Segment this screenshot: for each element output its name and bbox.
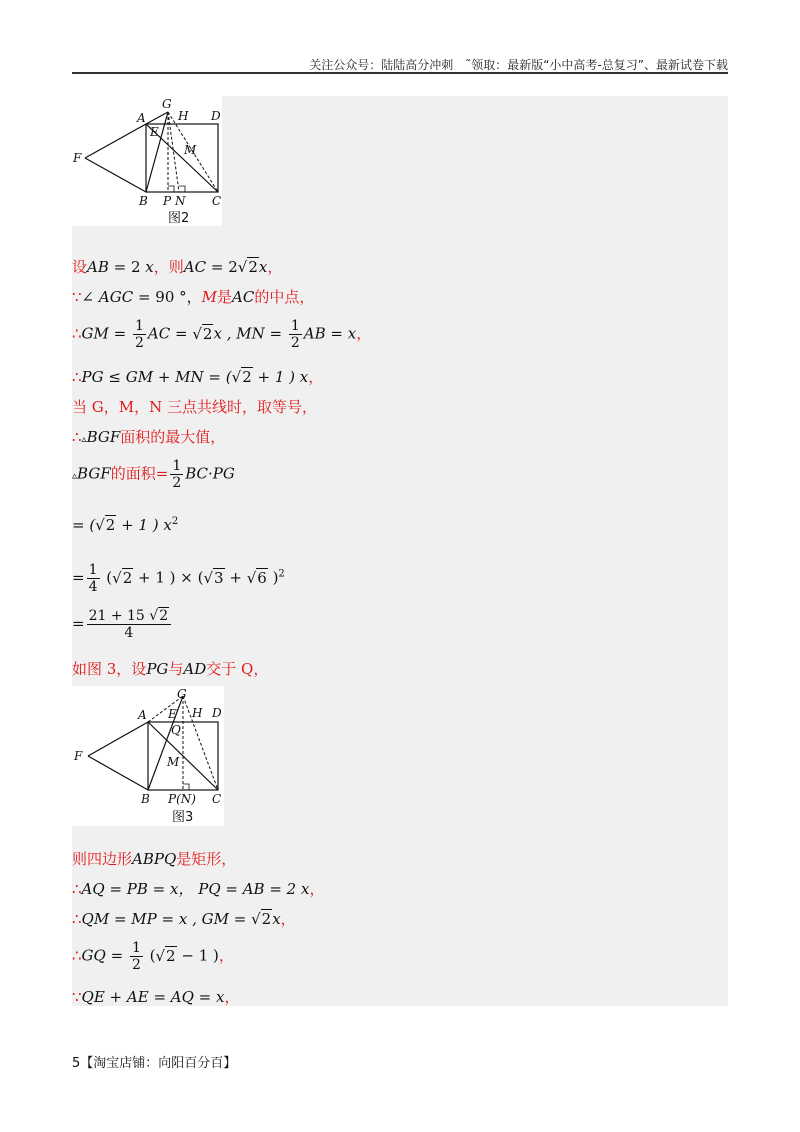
l14-end: ，	[280, 910, 296, 928]
figure-3	[72, 686, 224, 826]
fig3-label-b: B	[141, 792, 150, 806]
l8-expr: = (	[72, 516, 96, 534]
l2-because: ∵	[72, 288, 82, 306]
l14-sqrt: √2	[251, 910, 272, 928]
l15-rad: 2	[166, 946, 176, 965]
l9-sqrt1: √2	[112, 568, 133, 587]
l1-end: ，	[267, 258, 283, 276]
line-8	[72, 516, 178, 534]
l1-eq1: = 2	[108, 258, 146, 276]
l1-eq2: = 2	[206, 258, 238, 276]
line-6	[72, 426, 225, 447]
fig3-label-h: H	[192, 706, 203, 720]
l3-rad: 2	[202, 324, 213, 343]
line-4	[72, 366, 323, 387]
line-12	[72, 848, 236, 869]
l3-den2: 2	[290, 335, 300, 351]
figure-2-diagram	[72, 96, 222, 226]
fig3-label-a: A	[138, 708, 147, 722]
line-14	[72, 908, 296, 929]
page-footer: 5【淘宝店铺：向阳百分百】	[72, 1056, 237, 1071]
fig2-label-b: B	[139, 194, 148, 208]
l1-rad: 2	[248, 258, 258, 276]
l8-rad: 2	[105, 516, 116, 534]
line-2	[72, 286, 314, 307]
l11-ad: AD	[183, 660, 207, 678]
l15-gq: GQ	[81, 946, 106, 965]
l7-den: 2	[172, 475, 182, 491]
l15-therefore: ∴	[72, 946, 82, 965]
l1-ac: AC	[183, 258, 207, 276]
l11-tail: 交于 Q，	[206, 660, 269, 678]
l4-rad: 2	[242, 368, 252, 386]
l1-x2: x	[258, 258, 268, 276]
l2-m: M	[201, 288, 218, 306]
line-7	[72, 458, 235, 491]
fig2-label-a: A	[137, 111, 146, 125]
content-area	[72, 96, 728, 1006]
l9-b: + 1 ) × (	[133, 568, 204, 587]
l1-mid: ，则	[153, 258, 184, 276]
l7-expr: BC·PG	[185, 464, 235, 483]
fig2-label-p: P	[163, 194, 172, 208]
l4-therefore: ∴	[72, 368, 82, 386]
l15-frac	[130, 940, 143, 973]
l2-val: = 90 °，	[133, 288, 202, 306]
l3-den: 2	[135, 335, 144, 351]
figure-2	[72, 96, 222, 226]
fig2-caption: 图2	[168, 211, 190, 226]
l2-mid: 的中点，	[254, 288, 315, 306]
l12-tail: 是矩形，	[176, 850, 237, 868]
fig3-label-c: C	[212, 792, 222, 806]
l8-sup: 2	[171, 516, 179, 527]
line-11	[72, 658, 268, 679]
l9-eq: =	[72, 568, 85, 587]
l10-sqrt: √2	[149, 608, 169, 624]
fig3-label-m: M	[167, 755, 180, 769]
l3-eq: =	[108, 324, 131, 343]
l8-tail: + 1 ) x	[116, 516, 172, 534]
l4-sqrt: √2	[231, 368, 252, 386]
figure-3-diagram	[72, 686, 224, 826]
l2-is: 是	[217, 288, 233, 306]
l3-sqrt: √2	[192, 324, 213, 343]
l10-frac	[87, 608, 172, 641]
l7-tri: ▵	[72, 470, 78, 482]
l15-eq: =	[105, 946, 128, 965]
l13-expr: AQ = PB = x， PQ = AB = 2 x	[81, 880, 310, 898]
l9-rad3: 6	[257, 568, 267, 587]
l11-mid: 与	[168, 660, 184, 678]
l8-sqrt: √2	[95, 516, 116, 534]
l10-num-a: 21 + 15	[88, 608, 150, 624]
l9-rad2: 3	[214, 568, 224, 587]
fig3-label-g: G	[177, 687, 187, 701]
l1-x: x	[145, 258, 154, 276]
l7-mid: 的面积=	[110, 464, 169, 483]
l6-tri: ▵	[81, 434, 87, 445]
l3-ab: AB	[303, 324, 326, 343]
fig2-label-m: M	[184, 143, 197, 157]
l13-end: ，	[309, 880, 325, 898]
l4-end: ，	[308, 368, 324, 386]
l3-ac: AC	[147, 324, 171, 343]
l3-gm: GM	[81, 324, 109, 343]
l12-abpq: ABPQ	[132, 850, 177, 868]
fig3-label-e: E	[168, 707, 177, 721]
l3-x: x	[213, 324, 222, 343]
l4-tail: + 1 ) x	[252, 368, 309, 386]
l2-ac: AC	[232, 288, 255, 306]
l9-den: 4	[88, 579, 98, 595]
line-1	[72, 256, 282, 277]
line-10	[72, 608, 173, 641]
l3-eq4: = x	[325, 324, 357, 343]
l3-num: 1	[135, 318, 144, 334]
l1-sqrt: √2	[237, 258, 258, 276]
l9-frac	[87, 562, 100, 595]
l3-frac	[133, 318, 146, 351]
line-9	[72, 562, 285, 595]
page-header: 关注公众号：陆陆高分冲刺 ˜领取：最新版“小中高考-总复习”、最新试卷下载	[309, 58, 728, 72]
l3-frac2	[289, 318, 302, 351]
fig3-label-d: D	[212, 706, 222, 720]
header-rule	[72, 72, 728, 74]
l9-c: +	[224, 568, 247, 587]
l12-prefix: 则四边形	[72, 850, 133, 868]
l10-num-rad: 2	[159, 608, 169, 624]
l9-sqrt3: √6	[246, 568, 267, 587]
l14-therefore: ∴	[72, 910, 82, 928]
fig3-label-q: Q	[171, 723, 181, 737]
l1-prefix: 设	[72, 258, 88, 276]
l10-den: 4	[124, 625, 134, 641]
l14-expr: QM = MP = x , GM =	[81, 910, 252, 928]
line-16	[72, 986, 240, 1007]
l15-end: ，	[218, 946, 234, 965]
l9-sqrt2: √3	[203, 568, 224, 587]
l3-num2: 1	[290, 318, 300, 334]
l14-x: x	[272, 910, 281, 928]
l9-d: )	[267, 568, 279, 587]
line-15	[72, 940, 234, 973]
l6-bgf: BGF	[86, 428, 121, 446]
l15-a: (	[144, 946, 156, 965]
l7-num: 1	[172, 458, 182, 474]
line-3	[72, 318, 371, 351]
l11-prefix: 如图 3，设	[72, 660, 147, 678]
fig3-label-pn: P(N)	[168, 792, 196, 806]
l6-rest: 面积的最大值，	[120, 428, 226, 446]
l11-pg: PG	[146, 660, 169, 678]
line-13	[72, 878, 324, 899]
l15-b: − 1 )	[176, 946, 219, 965]
l2-angle: ∠	[81, 288, 99, 306]
fig2-label-n: N	[175, 194, 186, 208]
l7-frac	[170, 458, 183, 491]
l9-a: (	[101, 568, 113, 587]
l13-therefore: ∴	[72, 880, 82, 898]
fig2-label-e: E	[150, 125, 159, 139]
l10-eq: =	[72, 614, 85, 633]
fig2-label-h: H	[178, 109, 189, 123]
l14-rad: 2	[261, 910, 272, 928]
l15-num: 1	[131, 940, 141, 956]
l3-therefore: ∴	[72, 324, 82, 343]
l3-mn: , MN	[221, 324, 265, 343]
l16-end: ，	[224, 988, 240, 1006]
l2-agc: AGC	[98, 288, 134, 306]
l9-sup: 2	[278, 568, 285, 580]
l10-num	[87, 608, 172, 625]
line-5: 当 G，M，N 三点共线时，取等号，	[72, 398, 318, 416]
l1-ab: AB	[87, 258, 109, 276]
l9-num: 1	[88, 562, 98, 578]
l6-therefore: ∴	[72, 428, 82, 446]
l7-bgf: BGF	[77, 464, 111, 483]
l16-because: ∵	[72, 988, 82, 1006]
fig2-label-c: C	[212, 194, 222, 208]
fig2-label-f: F	[73, 151, 82, 165]
l3-eq2: =	[170, 324, 193, 343]
fig3-label-f: F	[74, 749, 83, 763]
l15-sqrt: √2	[155, 946, 176, 965]
fig2-label-g: G	[162, 97, 172, 111]
l3-end: ，	[356, 324, 372, 343]
l3-eq3: =	[264, 324, 287, 343]
fig3-caption: 图3	[172, 810, 194, 825]
l4-expr: PG ≤ GM + MN = (	[81, 368, 232, 386]
l9-rad1: 2	[122, 568, 133, 587]
l15-den: 2	[131, 957, 141, 973]
l16-expr: QE + AE = AQ = x	[81, 988, 225, 1006]
fig2-label-d: D	[211, 109, 221, 123]
